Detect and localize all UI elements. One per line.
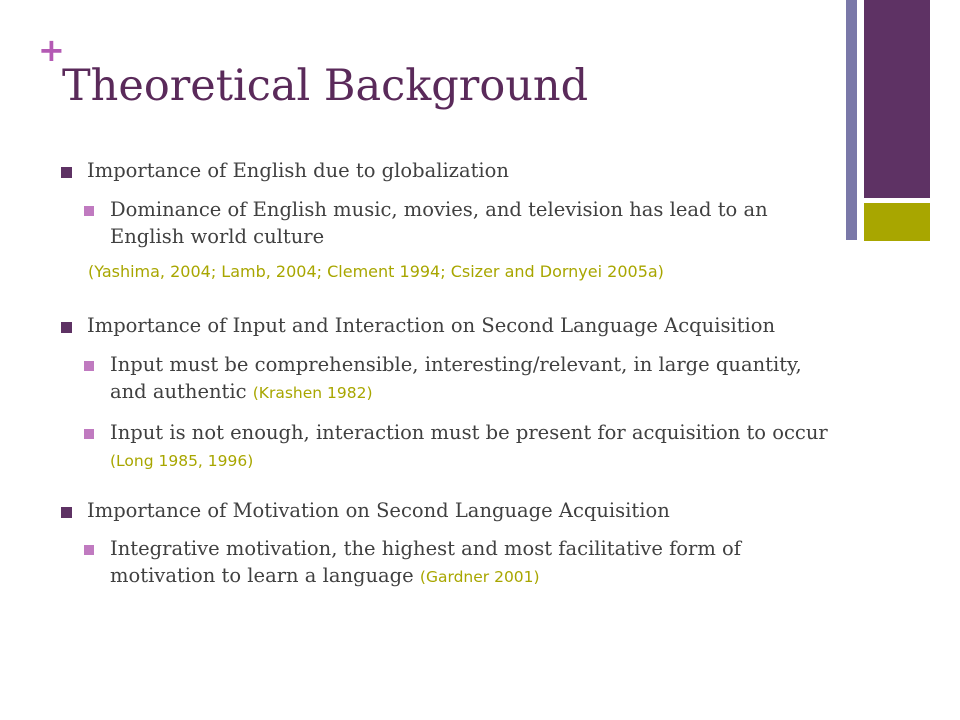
bullet-text: Importance of English due to globalization — [87, 159, 509, 182]
citation-globalization: (Yashima, 2004; Lamb, 2004; Clement 1994; Csizer and Dornyei 2005a) — [88, 262, 664, 281]
slide-title: Theoretical Background — [62, 61, 589, 111]
bullet-text: Importance of Input and Interaction on Second Language Acquisition — [87, 314, 776, 337]
decorative-purple-bar — [864, 0, 930, 198]
plus-icon: + — [38, 31, 65, 69]
bullet-text: Importance of Motivation on Second Language Acquisition — [87, 499, 670, 522]
bullet-globalization — [87, 157, 840, 184]
citation-gardner: (Gardner 2001) — [419, 568, 540, 586]
sub-bullet-english-culture — [110, 196, 840, 250]
sub-bullet-interaction — [110, 419, 840, 475]
sub-bullet-text: Dominance of English music, movies, and television has lead to an English world culture — [110, 198, 768, 248]
sub-bullet-text: Integrative motivation, the highest and most facilitative form of motivation to learn a language — [110, 537, 741, 587]
slide-content — [60, 150, 840, 591]
sub-bullet-integrative-motivation — [110, 535, 840, 591]
citation-long: (Long 1985, 1996) — [110, 452, 254, 470]
citation-krashen: (Krashen 1982) — [252, 384, 373, 402]
bullet-motivation — [87, 497, 840, 524]
decorative-olive-bar — [864, 203, 930, 241]
decorative-vertical-line — [846, 0, 857, 240]
sub-bullet-text: Input is not enough, interaction must be present for acquisition to occur — [110, 421, 828, 444]
bullet-input-interaction — [87, 312, 840, 339]
sub-bullet-input-comprehensible — [110, 351, 840, 407]
sub-bullet-text: Input must be comprehensible, interesting/relevant, in large quantity, and authentic — [110, 353, 802, 403]
